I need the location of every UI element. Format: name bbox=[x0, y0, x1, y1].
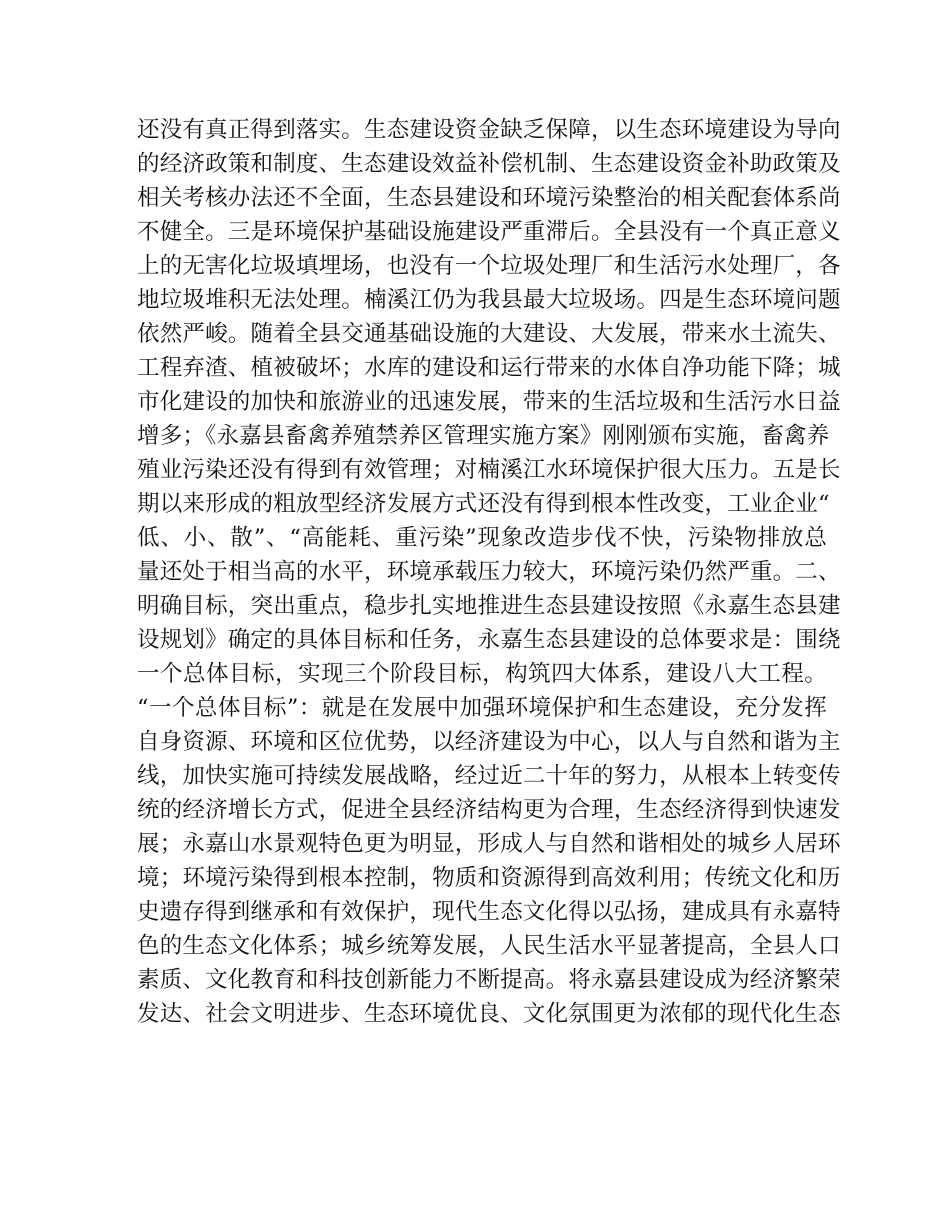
text-line: 色的生态文化体系；城乡统筹发展，人民生活水平显著提高，全县人口 bbox=[137, 933, 841, 959]
text-line: 市化建设的加快和旅游业的迅速发展，带来的生活垃圾和生活污水日益 bbox=[137, 389, 841, 415]
text-line: 量还处于相当高的水平，环境承载压力较大，环境污染仍然严重。二、 bbox=[137, 559, 841, 585]
text-line: 的经济政策和制度、生态建设效益补偿机制、生态建设资金补助政策及 bbox=[137, 151, 841, 177]
text-line: 素质、文化教育和科技创新能力不断提高。将永嘉县建设成为经济繁荣 bbox=[137, 967, 841, 993]
text-line: 上的无害化垃圾填埋场，也没有一个垃圾处理厂和生活污水处理厂，各 bbox=[137, 253, 841, 279]
text-line: 工程弃渣、植被破坏；水库的建设和运行带来的水体自净功能下降；城 bbox=[137, 355, 841, 381]
text-line: 地垃圾堆积无法处理。楠溪江仍为我县最大垃圾场。四是生态环境问题 bbox=[137, 287, 841, 313]
text-line: 低、小、散”、“高能耗、重污染”现象改造步伐不快，污染物排放总 bbox=[137, 525, 827, 551]
text-line: 境；环境污染得到根本控制，物质和资源得到高效利用；传统文化和历 bbox=[137, 865, 841, 891]
text-line: 相关考核办法还不全面，生态县建设和环境污染整治的相关配套体系尚 bbox=[137, 185, 841, 211]
text-line: 一个总体目标，实现三个阶段目标，构筑四大体系，建设八大工程。 bbox=[137, 661, 827, 687]
text-line: 殖业污染还没有得到有效管理；对楠溪江水环境保护很大压力。五是长 bbox=[137, 457, 841, 483]
text-line: 依然严峻。随着全县交通基础设施的大建设、大发展，带来水土流失、 bbox=[137, 321, 841, 347]
text-line: 发达、社会文明进步、生态环境优良、文化氛围更为浓郁的现代化生态 bbox=[137, 1001, 841, 1027]
text-line: 不健全。三是环境保护基础设施建设严重滞后。全县没有一个真正意义 bbox=[137, 219, 841, 245]
text-line: 增多；《永嘉县畜禽养殖禁养区管理实施方案》刚刚颁布实施，畜禽养 bbox=[137, 423, 830, 449]
text-line: 统的经济增长方式，促进全县经济结构更为合理，生态经济得到快速发 bbox=[137, 797, 841, 823]
text-line: “一个总体目标”：就是在发展中加强环境保护和生态建设，充分发挥 bbox=[137, 695, 827, 721]
text-line: 明确目标，突出重点，稳步扎实地推进生态县建设按照《永嘉生态县建 bbox=[137, 593, 841, 619]
text-line: 史遗存得到继承和有效保护，现代生态文化得以弘扬，建成具有永嘉特 bbox=[137, 899, 841, 925]
text-line: 设规划》确定的具体目标和任务，永嘉生态县建设的总体要求是：围绕 bbox=[137, 627, 841, 653]
text-line: 还没有真正得到落实。生态建设资金缺乏保障，以生态环境建设为导向 bbox=[137, 117, 841, 143]
text-line: 期以来形成的粗放型经济发展方式还没有得到根本性改变，工业企业“ bbox=[137, 491, 830, 517]
body-text bbox=[137, 113, 841, 1031]
text-line: 自身资源、环境和区位优势，以经济建设为中心，以人与自然和谐为主 bbox=[137, 729, 841, 755]
text-line: 线，加快实施可持续发展战略，经过近二十年的努力，从根本上转变传 bbox=[137, 763, 841, 789]
text-line: 展；永嘉山水景观特色更为明显，形成人与自然和谐相处的城乡人居环 bbox=[137, 831, 841, 857]
